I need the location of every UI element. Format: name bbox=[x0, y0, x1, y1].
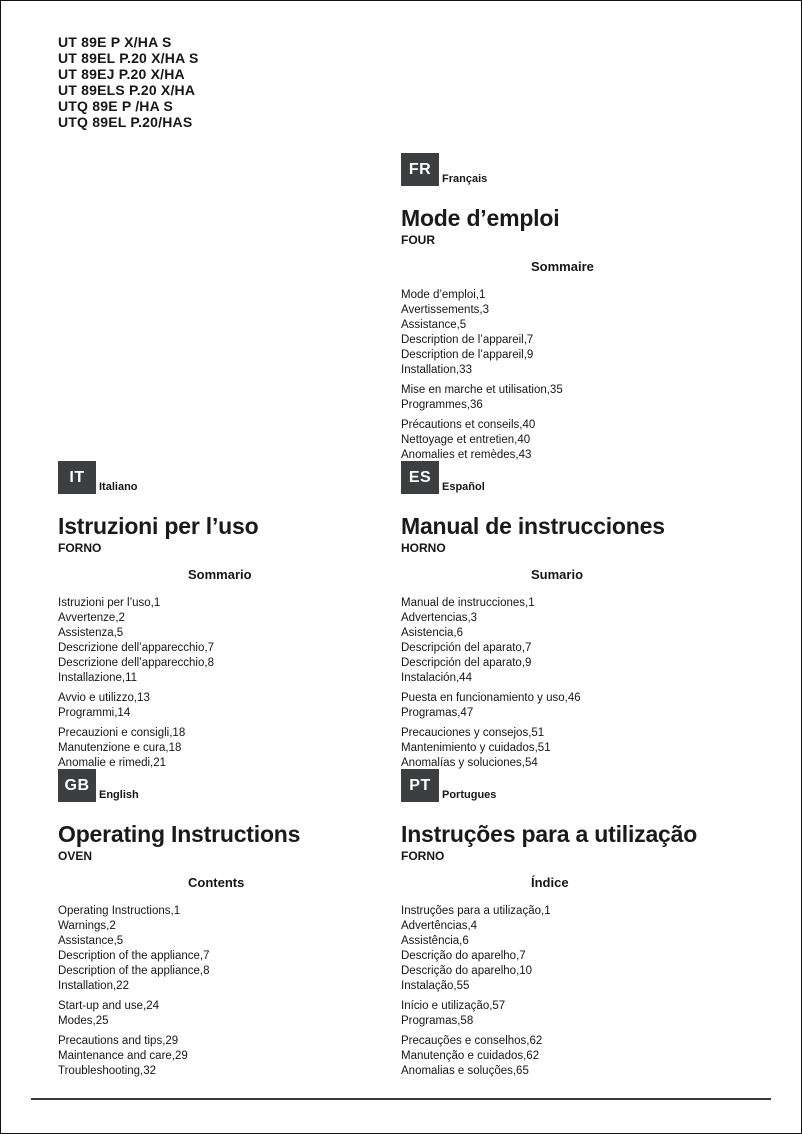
toc-item: Precauciones y consejos,51 bbox=[401, 727, 545, 739]
toc-group bbox=[58, 691, 406, 721]
toc-item: Descripción del aparato,7 bbox=[401, 642, 532, 654]
toc-item: Manual de instrucciones,1 bbox=[401, 597, 535, 609]
toc-list bbox=[58, 596, 406, 771]
toc-item: Programas,47 bbox=[401, 707, 474, 719]
toc-group bbox=[401, 691, 749, 721]
toc-item: Instalação,55 bbox=[401, 980, 470, 992]
toc-item: Anomalías y soluciones,54 bbox=[401, 757, 538, 769]
section-subtitle: FORNO bbox=[58, 541, 102, 555]
toc-item: Start-up and use,24 bbox=[58, 1000, 160, 1012]
section-subtitle: HORNO bbox=[401, 541, 446, 555]
toc-heading: Sumario bbox=[531, 567, 584, 582]
language-header bbox=[58, 769, 406, 802]
toc-item: Nettoyage et entretien,40 bbox=[401, 434, 531, 446]
toc-item: Précautions et conseils,40 bbox=[401, 419, 536, 431]
toc-group bbox=[58, 904, 406, 994]
toc-item: Anomalias e soluções,65 bbox=[401, 1065, 529, 1077]
model-list bbox=[58, 34, 199, 130]
toc-item: Precauções e conselhos,62 bbox=[401, 1035, 543, 1047]
toc-group bbox=[401, 418, 749, 463]
toc-list bbox=[401, 288, 749, 463]
toc-item: Description of the appliance,8 bbox=[58, 965, 210, 977]
language-name: Portugues bbox=[442, 789, 497, 801]
toc-item: Troubleshooting,32 bbox=[58, 1065, 157, 1077]
language-name: Français bbox=[442, 173, 488, 185]
section-title: Mode d’emploi bbox=[401, 205, 560, 231]
language-badge-gb: GB bbox=[58, 769, 96, 802]
model-line: UT 89EJ P.20 X/HA bbox=[58, 66, 185, 82]
toc-item: Programas,58 bbox=[401, 1015, 474, 1027]
toc-item: Warnings,2 bbox=[58, 920, 116, 932]
toc-item: Precautions and tips,29 bbox=[58, 1035, 179, 1047]
toc-heading: Sommaire bbox=[531, 259, 594, 274]
language-header bbox=[401, 461, 749, 494]
model-line: UTQ 89EL P.20/HAS bbox=[58, 114, 193, 130]
language-name: Italiano bbox=[99, 481, 138, 493]
toc-item: Advertências,4 bbox=[401, 920, 478, 932]
toc-item: Description de l’appareil,9 bbox=[401, 349, 534, 361]
model-line: UTQ 89E P /HA S bbox=[58, 98, 174, 114]
toc-group bbox=[401, 288, 749, 378]
toc-item: Avvertenze,2 bbox=[58, 612, 125, 624]
model-line: UT 89E P X/HA S bbox=[58, 34, 172, 50]
toc-group bbox=[401, 383, 749, 413]
toc-item: Assistenza,5 bbox=[58, 627, 124, 639]
toc-group bbox=[401, 726, 749, 771]
toc-item: Mantenimiento y cuidados,51 bbox=[401, 742, 551, 754]
model-line: UT 89EL P.20 X/HA S bbox=[58, 50, 199, 66]
toc-list bbox=[401, 904, 749, 1079]
toc-group bbox=[58, 596, 406, 686]
toc-item: Advertencias,3 bbox=[401, 612, 478, 624]
toc-group bbox=[401, 596, 749, 686]
language-name: English bbox=[99, 789, 139, 801]
toc-item: Descrizione dell’apparecchio,8 bbox=[58, 657, 214, 669]
toc-group bbox=[58, 1034, 406, 1079]
toc-item: Asistencia,6 bbox=[401, 627, 464, 639]
toc-item: Installation,22 bbox=[58, 980, 129, 992]
toc-item: Mode d’emploi,1 bbox=[401, 289, 486, 301]
toc-item: Manutenzione e cura,18 bbox=[58, 742, 182, 754]
toc-heading: Contents bbox=[188, 875, 245, 890]
section-title: Instruções para a utilização bbox=[401, 821, 698, 847]
section-subtitle: FORNO bbox=[401, 849, 445, 863]
language-badge-fr: FR bbox=[401, 153, 439, 186]
language-header bbox=[401, 769, 749, 802]
toc-item: Description de l’appareil,7 bbox=[401, 334, 534, 346]
toc-item: Assistência,6 bbox=[401, 935, 469, 947]
toc-item: Precauzioni e consigli,18 bbox=[58, 727, 186, 739]
toc-item: Maintenance and care,29 bbox=[58, 1050, 188, 1062]
toc-item: Descripción del aparato,9 bbox=[401, 657, 532, 669]
toc-item: Descrição do aparelho,7 bbox=[401, 950, 526, 962]
toc-item: Assistance,5 bbox=[401, 319, 467, 331]
section-title: Operating Instructions bbox=[58, 821, 301, 847]
toc-item: Description of the appliance,7 bbox=[58, 950, 210, 962]
section-title: Manual de instrucciones bbox=[401, 513, 665, 539]
toc-item: Início e utilização,57 bbox=[401, 1000, 506, 1012]
section-espanol bbox=[401, 461, 749, 776]
toc-item: Mise en marche et utilisation,35 bbox=[401, 384, 563, 396]
toc-heading: Índice bbox=[531, 875, 569, 890]
toc-item: Descrição do aparelho,10 bbox=[401, 965, 533, 977]
toc-item: Instruções para a utilização,1 bbox=[401, 905, 551, 917]
toc-group bbox=[401, 1034, 749, 1079]
toc-group bbox=[58, 999, 406, 1029]
section-subtitle: FOUR bbox=[401, 233, 435, 247]
language-header bbox=[401, 153, 749, 186]
toc-group bbox=[401, 904, 749, 994]
model-line: UT 89ELS P.20 X/HA bbox=[58, 82, 196, 98]
toc-item: Anomalie e rimedi,21 bbox=[58, 757, 167, 769]
toc-item: Programmes,36 bbox=[401, 399, 483, 411]
language-name: Español bbox=[442, 481, 485, 493]
toc-item: Installation,33 bbox=[401, 364, 472, 376]
toc-item: Avvio e utilizzo,13 bbox=[58, 692, 150, 704]
toc-item: Descrizione dell’apparecchio,7 bbox=[58, 642, 214, 654]
toc-item: Modes,25 bbox=[58, 1015, 109, 1027]
language-badge-it: IT bbox=[58, 461, 96, 494]
toc-item: Puesta en funcionamiento y uso,46 bbox=[401, 692, 581, 704]
toc-item: Installazione,11 bbox=[58, 672, 138, 684]
toc-item: Manutenção e cuidados,62 bbox=[401, 1050, 540, 1062]
toc-item: Programmi,14 bbox=[58, 707, 131, 719]
section-title: Istruzioni per l’uso bbox=[58, 513, 259, 539]
toc-list bbox=[58, 904, 406, 1079]
toc-list bbox=[401, 596, 749, 771]
section-portugues bbox=[401, 769, 749, 1084]
section-francais bbox=[401, 153, 749, 468]
section-subtitle: OVEN bbox=[58, 849, 93, 863]
toc-heading: Sommario bbox=[188, 567, 252, 582]
section-english bbox=[58, 769, 406, 1084]
toc-group bbox=[401, 999, 749, 1029]
language-badge-pt: PT bbox=[401, 769, 439, 802]
toc-item: Instalación,44 bbox=[401, 672, 472, 684]
toc-item: Istruzioni per l’uso,1 bbox=[58, 597, 161, 609]
toc-item: Anomalies et remèdes,43 bbox=[401, 449, 532, 461]
language-header bbox=[58, 461, 406, 494]
toc-item: Avertissements,3 bbox=[401, 304, 489, 316]
toc-item: Assistance,5 bbox=[58, 935, 124, 947]
footer-divider bbox=[31, 1098, 771, 1100]
toc-item: Operating Instructions,1 bbox=[58, 905, 181, 917]
language-badge-es: ES bbox=[401, 461, 439, 494]
toc-group bbox=[58, 726, 406, 771]
section-italiano bbox=[58, 461, 406, 776]
